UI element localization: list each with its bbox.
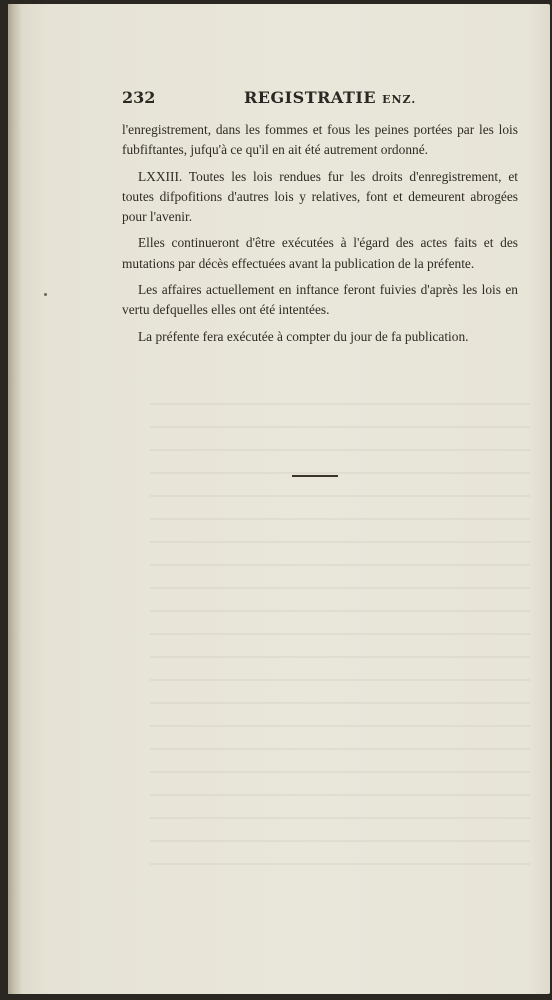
paragraph-article-lxxiii: LXXIII. Toutes les lois rendues fur les droits d'enregistrement, et toutes difpofitions d'autres lois y relatives, font et demeurent abrogées pour l'avenir. [122,168,518,225]
page-binding-shadow [8,4,22,994]
running-head-title: REGISTRATIE [244,88,377,107]
paragraph-continuation: l'enregistrement, dans les fommes et fous les peines portées par les lois fubfiftantes, jufqu'à ce qu'il en ait été autrement ordonné. [122,122,518,158]
paragraph-presente-executee: La préfente fera exécutée à compter du jour de fa publication. [138,328,469,344]
body-text [122,120,518,353]
paragraph-affaires-en-instance: Les affaires actuellement en inftance feront fuivies d'après les lois en vertu defquelles elles ont été intentées. [122,282,518,318]
running-head [244,88,416,107]
end-rule [292,475,338,477]
page-header [122,88,520,112]
page-number: 232 [122,88,156,107]
running-head-suffix: ENZ. [382,93,417,106]
paragraph-elles-continueront: Elles continueront d'être exécutées à l'égard des actes faits et des mutations par décès effectuées avant la publication de la préfente. [122,235,518,271]
ink-speck [44,293,47,296]
